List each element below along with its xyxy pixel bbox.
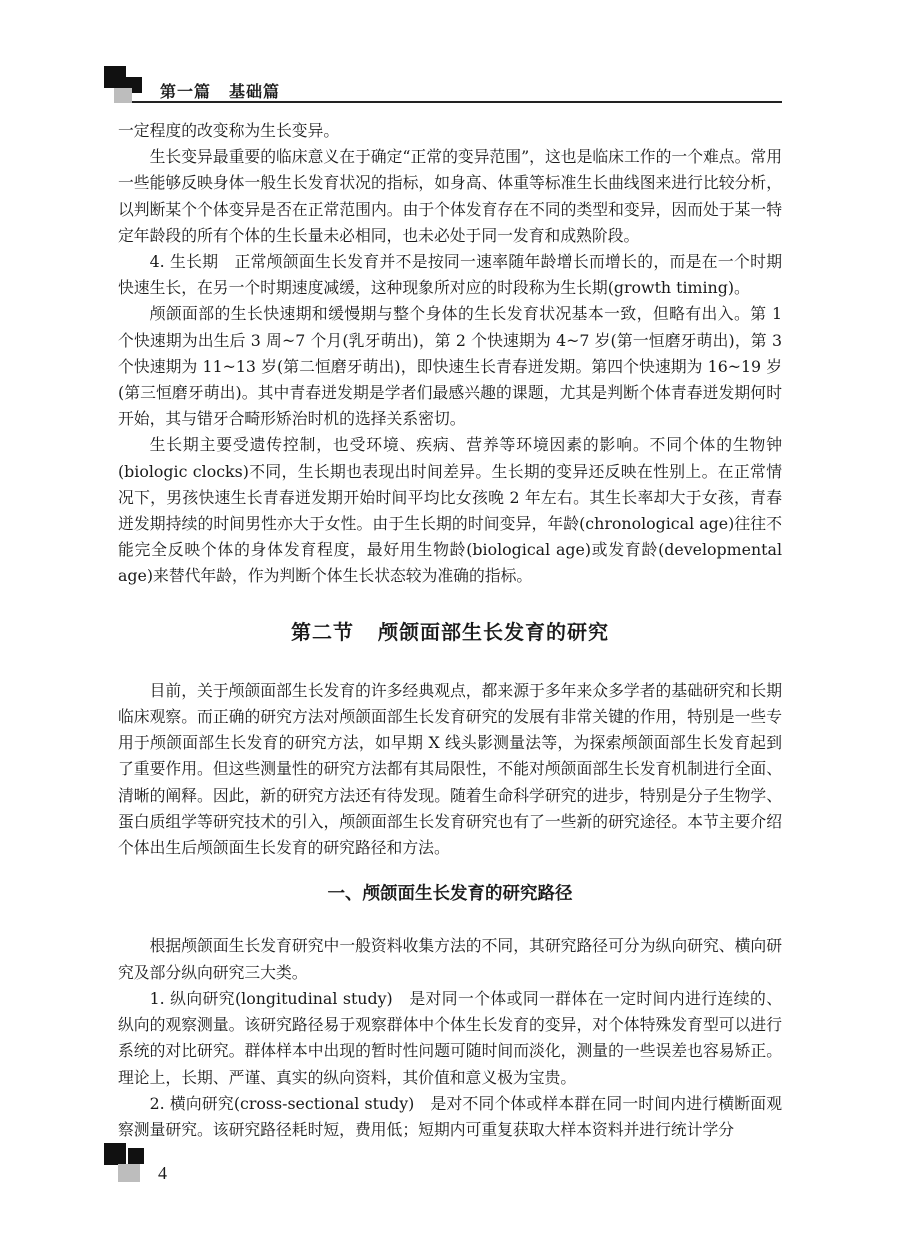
page-number: 4 — [158, 1163, 167, 1183]
subsection-heading: 一、颅颌面生长发育的研究路径 — [327, 884, 573, 905]
paragraph: 颅颌面部的生长快速期和缓慢期与整个身体的生长发育状况基本一致，但略有出入。第 1 个快速期为出生后 3 周~7 个月(乳牙萌出)，第 2 个快速期为 4~7 岁(第一恒磨牙萌出)，第 3 个快速期为 11~13 岁(第二恒磨牙萌出)，即快速生长青春迸发期。第四个快速期为 16~19 岁(第三恒磨牙萌出)。其中青春迸发期是学者们最感兴趣的课题，尤其是判断个体青春迸发期何时开始，其与错牙合畸形矫治时机的选择关系密切。 — [118, 304, 782, 429]
page-body — [118, 118, 782, 1143]
paragraph: 1. 纵向研究(longitudinal study) 是对同一个体或同一群体在一定时间内进行连续的、纵向的观察测量。该研究路径易于观察群体中个体生长发育的变异，对个体特殊发育型可以进行系统的对比研究。群体样本中出现的暂时性问题可随时间而淡化，测量的一些误差也容易矫正。理论上，长期、严谨、真实的纵向资料，其价值和意义极为宝贵。 — [118, 988, 782, 1087]
section-number: 第二节 — [291, 619, 354, 644]
paragraph: 生长期主要受遗传控制，也受环境、疾病、营养等环境因素的影响。不同个体的生物钟(biologic clocks)不同，生长期也表现出时间差异。生长期的变异还反映在性别上。在正常情况下，男孩快速生长青春迸发期开始时间平均比女孩晚 2 年左右。其生长率却大于女孩，青春迸发期持续的时间男性亦大于女性。由于生长期的时间变异，年龄(chronological age)往往不能完全反映个体的身体发育程度，最好用生物龄(biological age)或发育龄(developmental age)来替代年龄，作为判断个体生长状态较为准确的指标。 — [118, 435, 782, 586]
section-heading — [118, 619, 782, 645]
section-title: 颅颌面部生长发育的研究 — [378, 619, 609, 644]
header-decoration-square — [114, 88, 132, 103]
paragraph: 4. 生长期 正常颅颌面生长发育并不是按同一速率随年龄增长而增长的，而是在一个时期快速生长，在另一个时期速度减缓，这种现象所对应的时段称为生长期(growth timing)。 — [118, 252, 782, 298]
header-part: 第一篇 — [160, 82, 212, 101]
paragraph: 生长变异最重要的临床意义在于确定“正常的变异范围”，这也是临床工作的一个难点。常用一些能够反映身体一般生长发育状况的指标，如身高、体重等标准生长曲线图来进行比较分析，以判断某个个体变异是否在正常范围内。由于个体发育存在不同的类型和变异，因而处于某一特定年龄段的所有个体的生长量未必相同，也未必处于同一发育和成熟阶段。 — [118, 147, 782, 245]
paragraph: 目前，关于颅颌面部生长发育的许多经典观点，都来源于多年来众多学者的基础研究和长期临床观察。而正确的研究方法对颅颌面部生长发育研究的发展有非常关键的作用，特别是一些专用于颅颌面部生长发育的研究方法，如早期 X 线头影测量法等，为探索颅颌面部生长发育起到了重要作用。但这些测量性的研究方法都有其局限性，不能对颅颌面部生长发育机制进行全面、清晰的阐释。因此，新的研究方法还有待发现。随着生命科学研究的进步，特别是分子生物学、蛋白质组学等研究技术的引入，颅颌面部生长发育研究也有了一些新的研究途径。本节主要介绍个体出生后颅颌面生长发育的研究路径和方法。 — [118, 680, 782, 858]
footer-decoration-square — [104, 1143, 126, 1165]
footer-decoration-square — [128, 1148, 144, 1164]
paragraph: 2. 横向研究(cross-sectional study) 是对不同个体或样本群在同一时间内进行横断面观察测量研究。该研究路径耗时短，费用低；短期内可重复获取大样本资料并进行统计学分 — [118, 1093, 782, 1139]
header-rule — [132, 101, 782, 103]
running-header — [160, 79, 280, 102]
paragraph: 一定程度的改变称为生长变异。 — [118, 121, 340, 140]
paragraph: 根据颅颌面生长发育研究中一般资料收集方法的不同，其研究路径可分为纵向研究、横向研究及部分纵向研究三大类。 — [118, 936, 782, 982]
header-title: 基础篇 — [229, 82, 281, 101]
footer-decoration-square — [118, 1164, 140, 1182]
header-decoration-square — [104, 66, 126, 88]
